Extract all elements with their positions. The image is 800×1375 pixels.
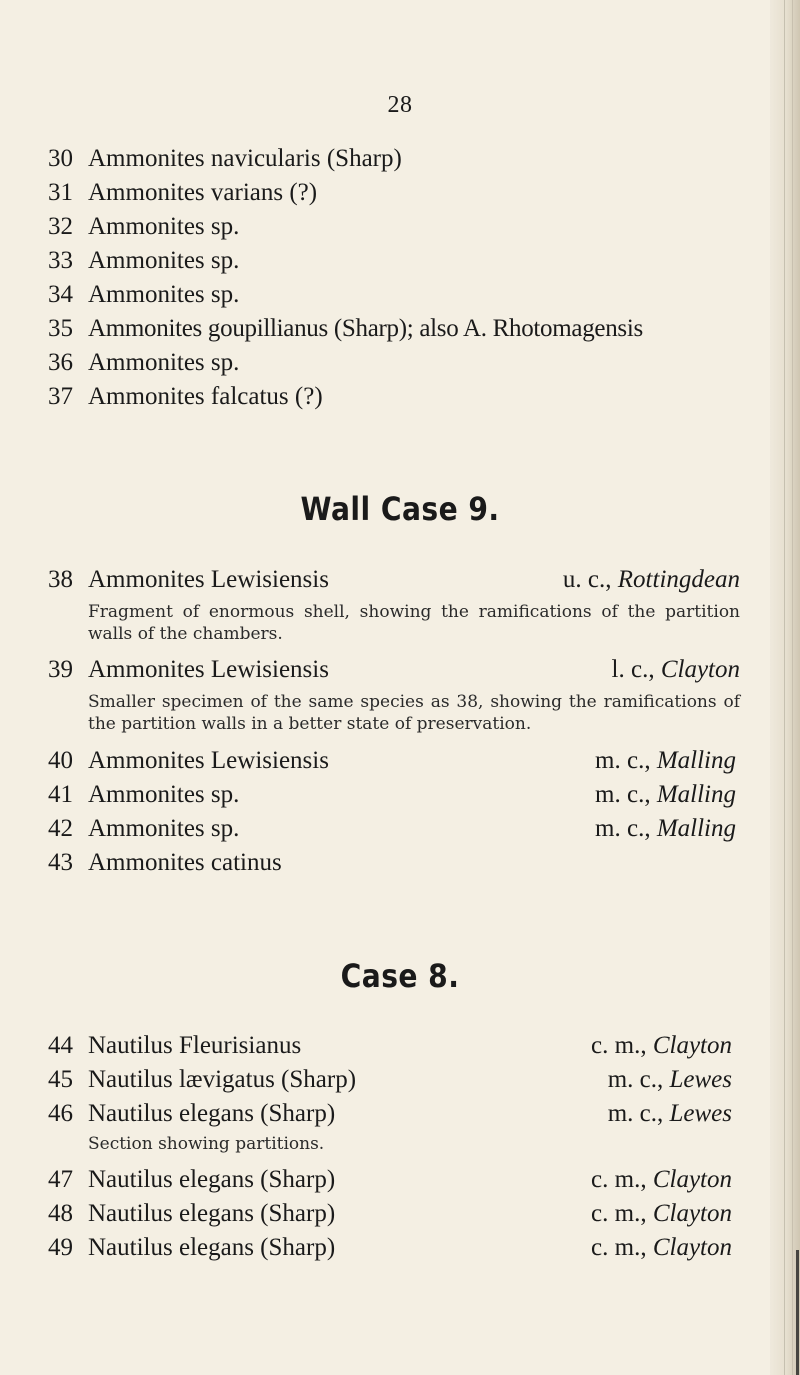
item-number: 49 [48, 1234, 73, 1261]
page-edge [770, 0, 800, 1375]
item-number: 38 [48, 566, 73, 593]
specimen-name: Ammonites sp. [88, 247, 240, 274]
list-item [48, 279, 740, 311]
specimen-name: Ammonites varians (?) [88, 179, 318, 206]
list-item [48, 245, 740, 277]
item-number: 32 [48, 213, 73, 240]
locality-code: c. m., [591, 1234, 653, 1261]
locality-code: m. c., [595, 815, 657, 842]
list-item [48, 177, 740, 209]
specimen-note: Fragment of enormous shell, showing the ramifications of the partition walls of the chambers. [88, 602, 740, 644]
locality [563, 564, 740, 596]
specimen-note: Section showing partitions. [88, 1134, 325, 1154]
locality-code: c. m., [591, 1200, 653, 1227]
page-number: 28 [387, 92, 413, 118]
locality-code: u. c., [562, 566, 618, 593]
item-number: 47 [48, 1166, 73, 1193]
specimen-name: Ammonites Lewisiensis [88, 566, 329, 593]
list-item [48, 313, 740, 345]
specimen-name: Nautilus Fleurisianus [88, 1032, 302, 1059]
section-heading-wall-case: Wall Case 9. [300, 490, 500, 528]
locality-place: Malling [656, 747, 736, 774]
locality [612, 654, 740, 686]
list-item [48, 813, 740, 845]
locality [595, 813, 736, 845]
item-number: 35 [48, 315, 73, 342]
list-item [48, 745, 740, 777]
list-item [48, 1098, 740, 1130]
locality [608, 1064, 732, 1096]
locality [591, 1030, 732, 1062]
page-edge-line [784, 0, 785, 1375]
list-item [48, 143, 740, 175]
locality [595, 745, 736, 777]
specimen-name: Ammonites catinus [88, 849, 282, 876]
list-item [48, 779, 740, 811]
locality-place: Clayton [652, 1032, 732, 1059]
list-item [48, 1164, 740, 1196]
specimen-name: Nautilus elegans (Sharp) [88, 1100, 336, 1127]
item-number: 34 [48, 281, 73, 308]
item-number: 48 [48, 1200, 73, 1227]
specimen-name: Ammonites falcatus (?) [88, 383, 323, 410]
item-number: 44 [48, 1032, 73, 1059]
item-number: 41 [48, 781, 73, 808]
specimen-name: Nautilus elegans (Sharp) [88, 1166, 336, 1193]
locality [591, 1164, 732, 1196]
locality-place: Malling [656, 815, 736, 842]
item-number: 42 [48, 815, 73, 842]
specimen-name: Ammonites sp. [88, 349, 240, 376]
locality-code: m. c., [607, 1100, 670, 1127]
item-number: 40 [48, 747, 73, 774]
specimen-name: Ammonites Lewisiensis [88, 656, 329, 683]
list-item [48, 564, 740, 596]
list-item [48, 347, 740, 379]
specimen-name: Ammonites sp. [88, 213, 240, 240]
list-item [48, 847, 740, 879]
locality-code: l. c., [611, 656, 661, 683]
specimen-name: Ammonites Lewisiensis [88, 747, 329, 774]
page-edge-line [792, 0, 793, 1375]
section-heading-case: Case 8. [340, 957, 460, 995]
specimen-name: Ammonites navicularis (Sharp) [88, 145, 402, 172]
item-number: 33 [48, 247, 73, 274]
item-number: 36 [48, 349, 73, 376]
locality [608, 1098, 732, 1130]
locality [595, 779, 736, 811]
list-item [48, 1232, 740, 1264]
locality-code: c. m., [591, 1166, 653, 1193]
locality-place: Lewes [669, 1066, 732, 1093]
locality-place: Malling [656, 781, 736, 808]
list-item [48, 381, 740, 413]
specimen-note: Smaller specimen of the same species as 38, showing the ramifications of the partition walls in a better state of preservation. [88, 692, 740, 734]
item-number: 31 [48, 179, 73, 206]
locality-code: m. c., [595, 781, 657, 808]
specimen-name: Ammonites sp. [88, 781, 240, 808]
page-edge-shadow [796, 1250, 799, 1375]
locality [591, 1232, 732, 1264]
list-item [48, 1198, 740, 1230]
locality-code: m. c., [595, 747, 657, 774]
item-number: 46 [48, 1100, 73, 1127]
locality-code: m. c., [607, 1066, 670, 1093]
list-item [48, 1064, 740, 1096]
list-item [48, 654, 740, 686]
locality-code: c. m., [591, 1032, 653, 1059]
specimen-name: Ammonites sp. [88, 281, 240, 308]
locality-place: Lewes [669, 1100, 732, 1127]
item-number: 39 [48, 656, 73, 683]
locality-place: Clayton [652, 1166, 732, 1193]
locality-place: Rottingdean [617, 566, 740, 593]
item-number: 37 [48, 383, 73, 410]
item-number: 45 [48, 1066, 73, 1093]
specimen-name: Nautilus elegans (Sharp) [88, 1200, 336, 1227]
specimen-name: Ammonites sp. [88, 815, 240, 842]
locality [591, 1198, 732, 1230]
locality-place: Clayton [652, 1200, 732, 1227]
item-number: 30 [48, 145, 73, 172]
locality-place: Clayton [652, 1234, 732, 1261]
specimen-name: Nautilus lævigatus (Sharp) [88, 1066, 357, 1093]
list-item [48, 1030, 740, 1062]
specimen-name: Nautilus elegans (Sharp) [88, 1234, 336, 1261]
specimen-name: Ammonites goupillianus (Sharp); also A. Rhotomagensis [88, 315, 643, 342]
locality-place: Clayton [660, 656, 740, 683]
item-number: 43 [48, 849, 73, 876]
list-item [48, 211, 740, 243]
